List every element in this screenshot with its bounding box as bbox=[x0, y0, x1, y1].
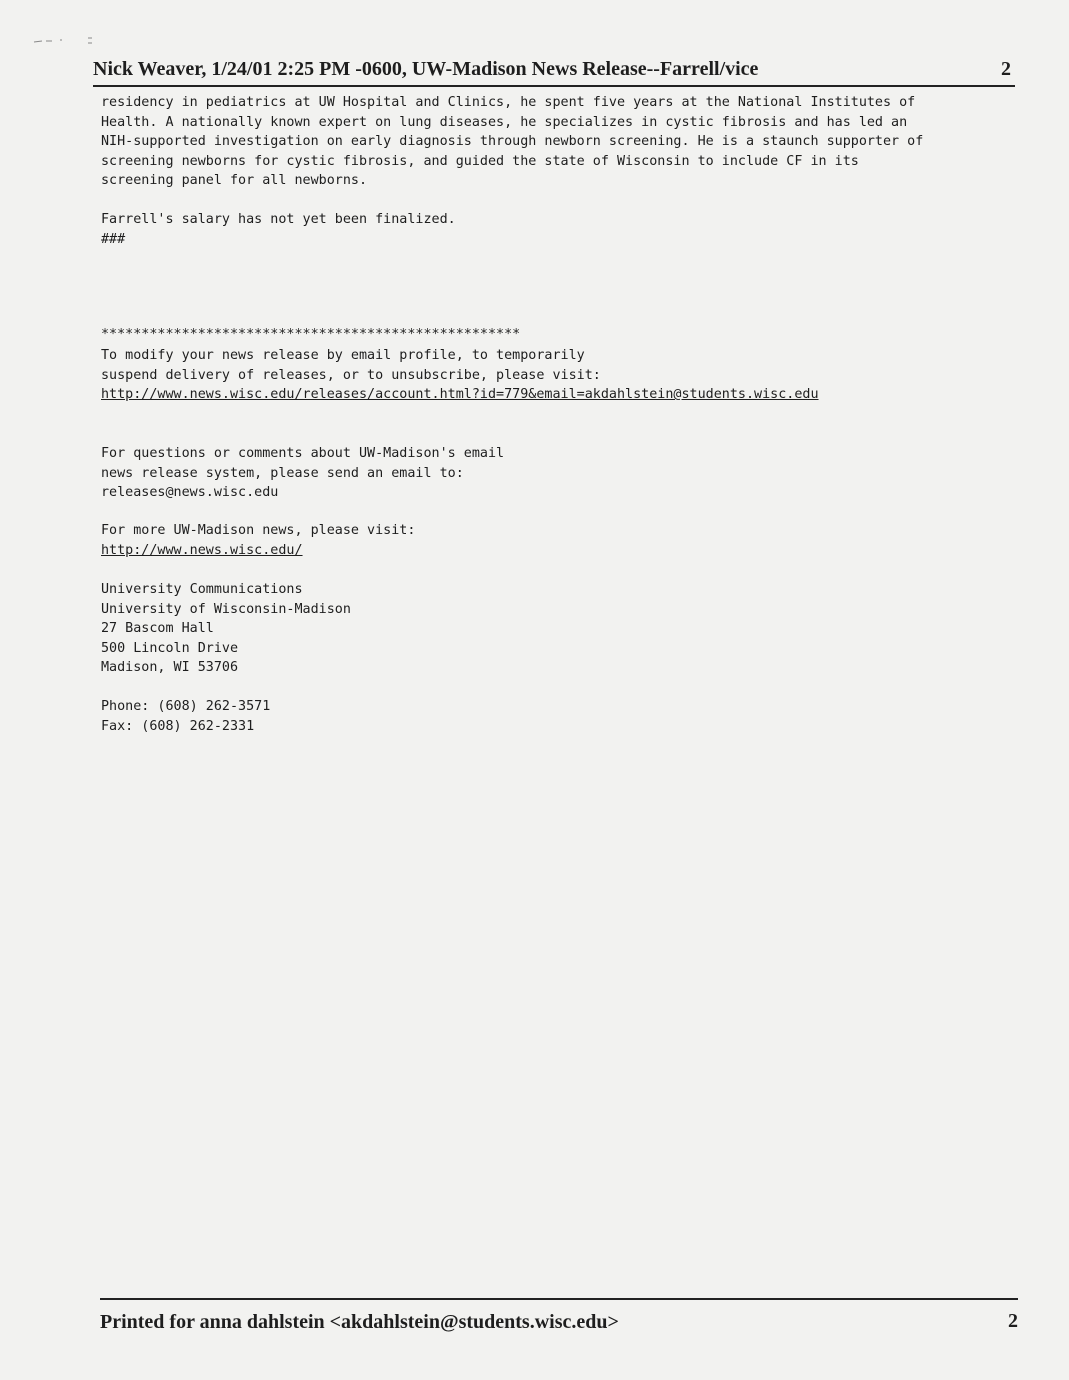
phone-line: Phone: (608) 262-3571 bbox=[101, 699, 271, 714]
page-footer bbox=[100, 1298, 1018, 1340]
end-marker: ### bbox=[101, 232, 126, 247]
asterisk-separator: **************************************************** bbox=[101, 327, 521, 342]
header-title: Nick Weaver, 1/24/01 2:25 PM -0600, UW-Madison News Release--Farrell/vice bbox=[93, 58, 759, 80]
header-page-number: 2 bbox=[1001, 58, 1011, 80]
footer-page-number: 2 bbox=[1008, 1310, 1018, 1332]
fax-line: Fax: (608) 262-2331 bbox=[101, 719, 255, 734]
more-news-text: For more UW-Madison news, please visit: bbox=[101, 523, 416, 538]
scan-artifact-mark bbox=[32, 36, 96, 46]
continued-paragraph: residency in pediatrics at UW Hospital and Clinics, he spent five years at the National Institutes of Health. A nationally known expert on lung diseases, he specializes in cystic fibrosis and has led an NIH-supported investigation on early diagnosis through newborn screening. He is a staunch supporter of screening newborns for cystic fibrosis, and guided the state of Wisconsin to include CF in its screening panel for all newborns. bbox=[101, 95, 924, 189]
account-link[interactable]: http://www.news.wisc.edu/releases/account.html?id=779&email=akdahlstein@students.wisc.edu bbox=[101, 387, 819, 402]
modify-text: To modify your news release by email profile, to temporarily suspend delivery of releases, or to unsubscribe, please visit: bbox=[101, 348, 601, 383]
questions-text: For questions or comments about UW-Madison's email news release system, please send an email to: releases@news.wisc.edu bbox=[101, 446, 505, 501]
salary-line: Farrell's salary has not yet been finalized. bbox=[101, 212, 456, 227]
address-block: University Communications University of Wisconsin-Madison 27 Bascom Hall 500 Lincoln Drive Madison, WI 53706 bbox=[101, 582, 351, 676]
news-link[interactable]: http://www.news.wisc.edu/ bbox=[101, 543, 303, 558]
printed-for-line: Printed for anna dahlstein <akdahlstein@students.wisc.edu> bbox=[100, 1311, 619, 1333]
page-header bbox=[93, 57, 1015, 87]
